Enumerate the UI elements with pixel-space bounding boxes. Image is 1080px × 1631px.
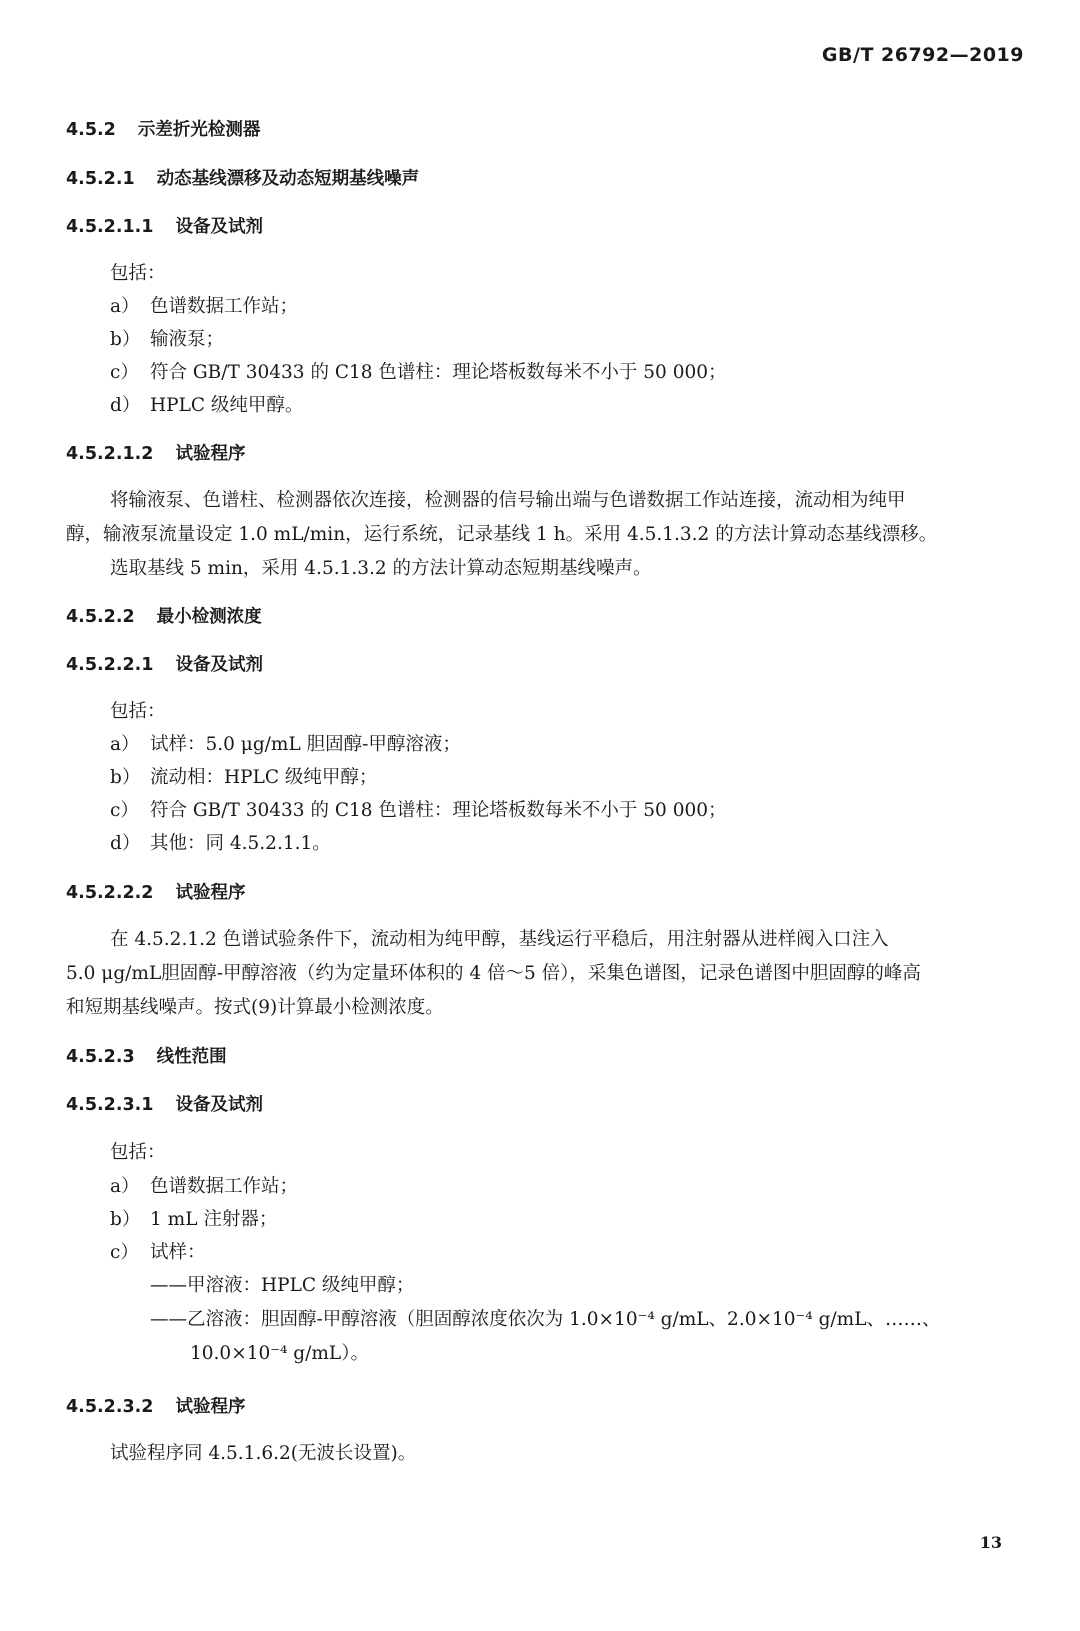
section-number: 4.5.2.1.2 [66,444,154,464]
section-title: 试验程序 [175,444,246,464]
list-item [110,393,303,419]
list-item [110,765,377,791]
section-title: 设备及试剂 [175,217,263,237]
list-label: d） [110,395,141,416]
heading-4-5-2-3-1 [66,1092,263,1118]
list-item [110,1174,298,1200]
list-item [110,294,298,320]
list-text: 输液泵； [150,329,225,350]
heading-4-5-2-1-1 [66,214,263,240]
paragraph-line: 在 4.5.2.1.2 色谱试验条件下，流动相为纯甲醇，基线运行平稳后，用注射器从进样阀入口注入 [110,929,889,950]
list-label: c） [110,800,139,821]
list-item [110,360,727,386]
section-number: 4.5.2.2 [66,607,135,627]
section-number: 4.5.2.1 [66,169,135,189]
list-label: d） [110,833,141,854]
section-title: 最小检测浓度 [156,607,262,627]
list-label: b） [110,329,141,350]
dash-item: ——甲溶液：HPLC 级纯甲醇； [150,1275,415,1296]
list-label: a） [110,296,140,317]
list-text: 1 mL 注射器； [150,1209,278,1230]
paragraph-line: 醇，输液泵流量设定 1.0 mL/min，运行系统，记录基线 1 h。采用 4.5.1.3.2 的方法计算动态基线漂移。 [66,524,938,545]
list-label: c） [110,1242,139,1263]
dash-item: ——乙溶液：胆固醇-甲醇溶液（胆固醇浓度依次为 1.0×10⁻⁴ g/mL、2.0×10⁻⁴ g/mL、……、 [150,1309,941,1330]
list-text: 符合 GB/T 30433 的 C18 色谱柱：理论塔板数每米不小于 50 000； [150,362,727,383]
section-number: 4.5.2.3.2 [66,1397,154,1417]
paragraph-line: 试验程序同 4.5.1.6.2(无波长设置)。 [110,1443,417,1464]
list-item [110,732,461,758]
intro-text: 包括： [110,263,166,284]
list-text: 流动相：HPLC 级纯甲醇； [150,767,378,788]
section-number: 4.5.2.3.1 [66,1095,154,1115]
list-text: HPLC 级纯甲醇。 [150,395,304,416]
section-title: 示差折光检测器 [137,120,261,140]
list-item [110,327,224,353]
section-title: 动态基线漂移及动态短期基线噪声 [156,169,420,189]
paragraph-line: 选取基线 5 min，采用 4.5.1.3.2 的方法计算动态短期基线噪声。 [110,558,652,579]
page-number: 13 [979,1533,1002,1552]
heading-4-5-2-2-1 [66,652,263,678]
intro-text: 包括： [110,701,166,722]
list-label: c） [110,362,139,383]
heading-4-5-2-1 [66,166,419,192]
section-number: 4.5.2.1.1 [66,217,154,237]
heading-4-5-2-2-2 [66,880,245,906]
heading-4-5-2-3-2 [66,1394,245,1420]
list-item [110,831,331,857]
section-number: 4.5.2 [66,120,116,140]
section-title: 试验程序 [175,1397,246,1417]
heading-4-5-2-3 [66,1044,227,1070]
list-label: b） [110,1209,141,1230]
list-text: 色谱数据工作站； [150,296,299,317]
section-title: 设备及试剂 [175,655,263,675]
list-text: 符合 GB/T 30433 的 C18 色谱柱：理论塔板数每米不小于 50 000； [150,800,727,821]
section-number: 4.5.2.2.2 [66,883,154,903]
section-number: 4.5.2.3 [66,1047,135,1067]
section-title: 线性范围 [156,1047,227,1067]
section-number: 4.5.2.2.1 [66,655,154,675]
paragraph-line: 和短期基线噪声。按式(9)计算最小检测浓度。 [66,997,444,1018]
section-title: 设备及试剂 [175,1095,263,1115]
list-text: 试样： [150,1242,206,1263]
list-text: 试样：5.0 μg/mL 胆固醇-甲醇溶液； [150,734,461,755]
heading-4-5-2-1-2 [66,441,245,467]
heading-4-5-2-2 [66,604,262,630]
list-item [110,1207,277,1233]
list-label: a） [110,1176,140,1197]
standard-code: GB/T 26792—2019 [821,44,1024,66]
list-text: 色谱数据工作站； [150,1176,299,1197]
list-label: b） [110,767,141,788]
dash-item-continuation: 10.0×10⁻⁴ g/mL）。 [190,1343,369,1364]
heading-4-5-2 [66,117,260,143]
list-item [110,1240,206,1266]
list-item [110,798,727,824]
list-text: 其他：同 4.5.2.1.1。 [150,833,331,854]
list-label: a） [110,734,140,755]
paragraph-line: 5.0 μg/mL胆固醇-甲醇溶液（约为定量环体积的 4 倍～5 倍），采集色谱图，记录色谱图中胆固醇的峰高 [66,963,921,984]
paragraph-line: 将输液泵、色谱柱、检测器依次连接，检测器的信号输出端与色谱数据工作站连接，流动相为纯甲 [110,490,906,511]
intro-text: 包括： [110,1142,166,1163]
section-title: 试验程序 [175,883,246,903]
